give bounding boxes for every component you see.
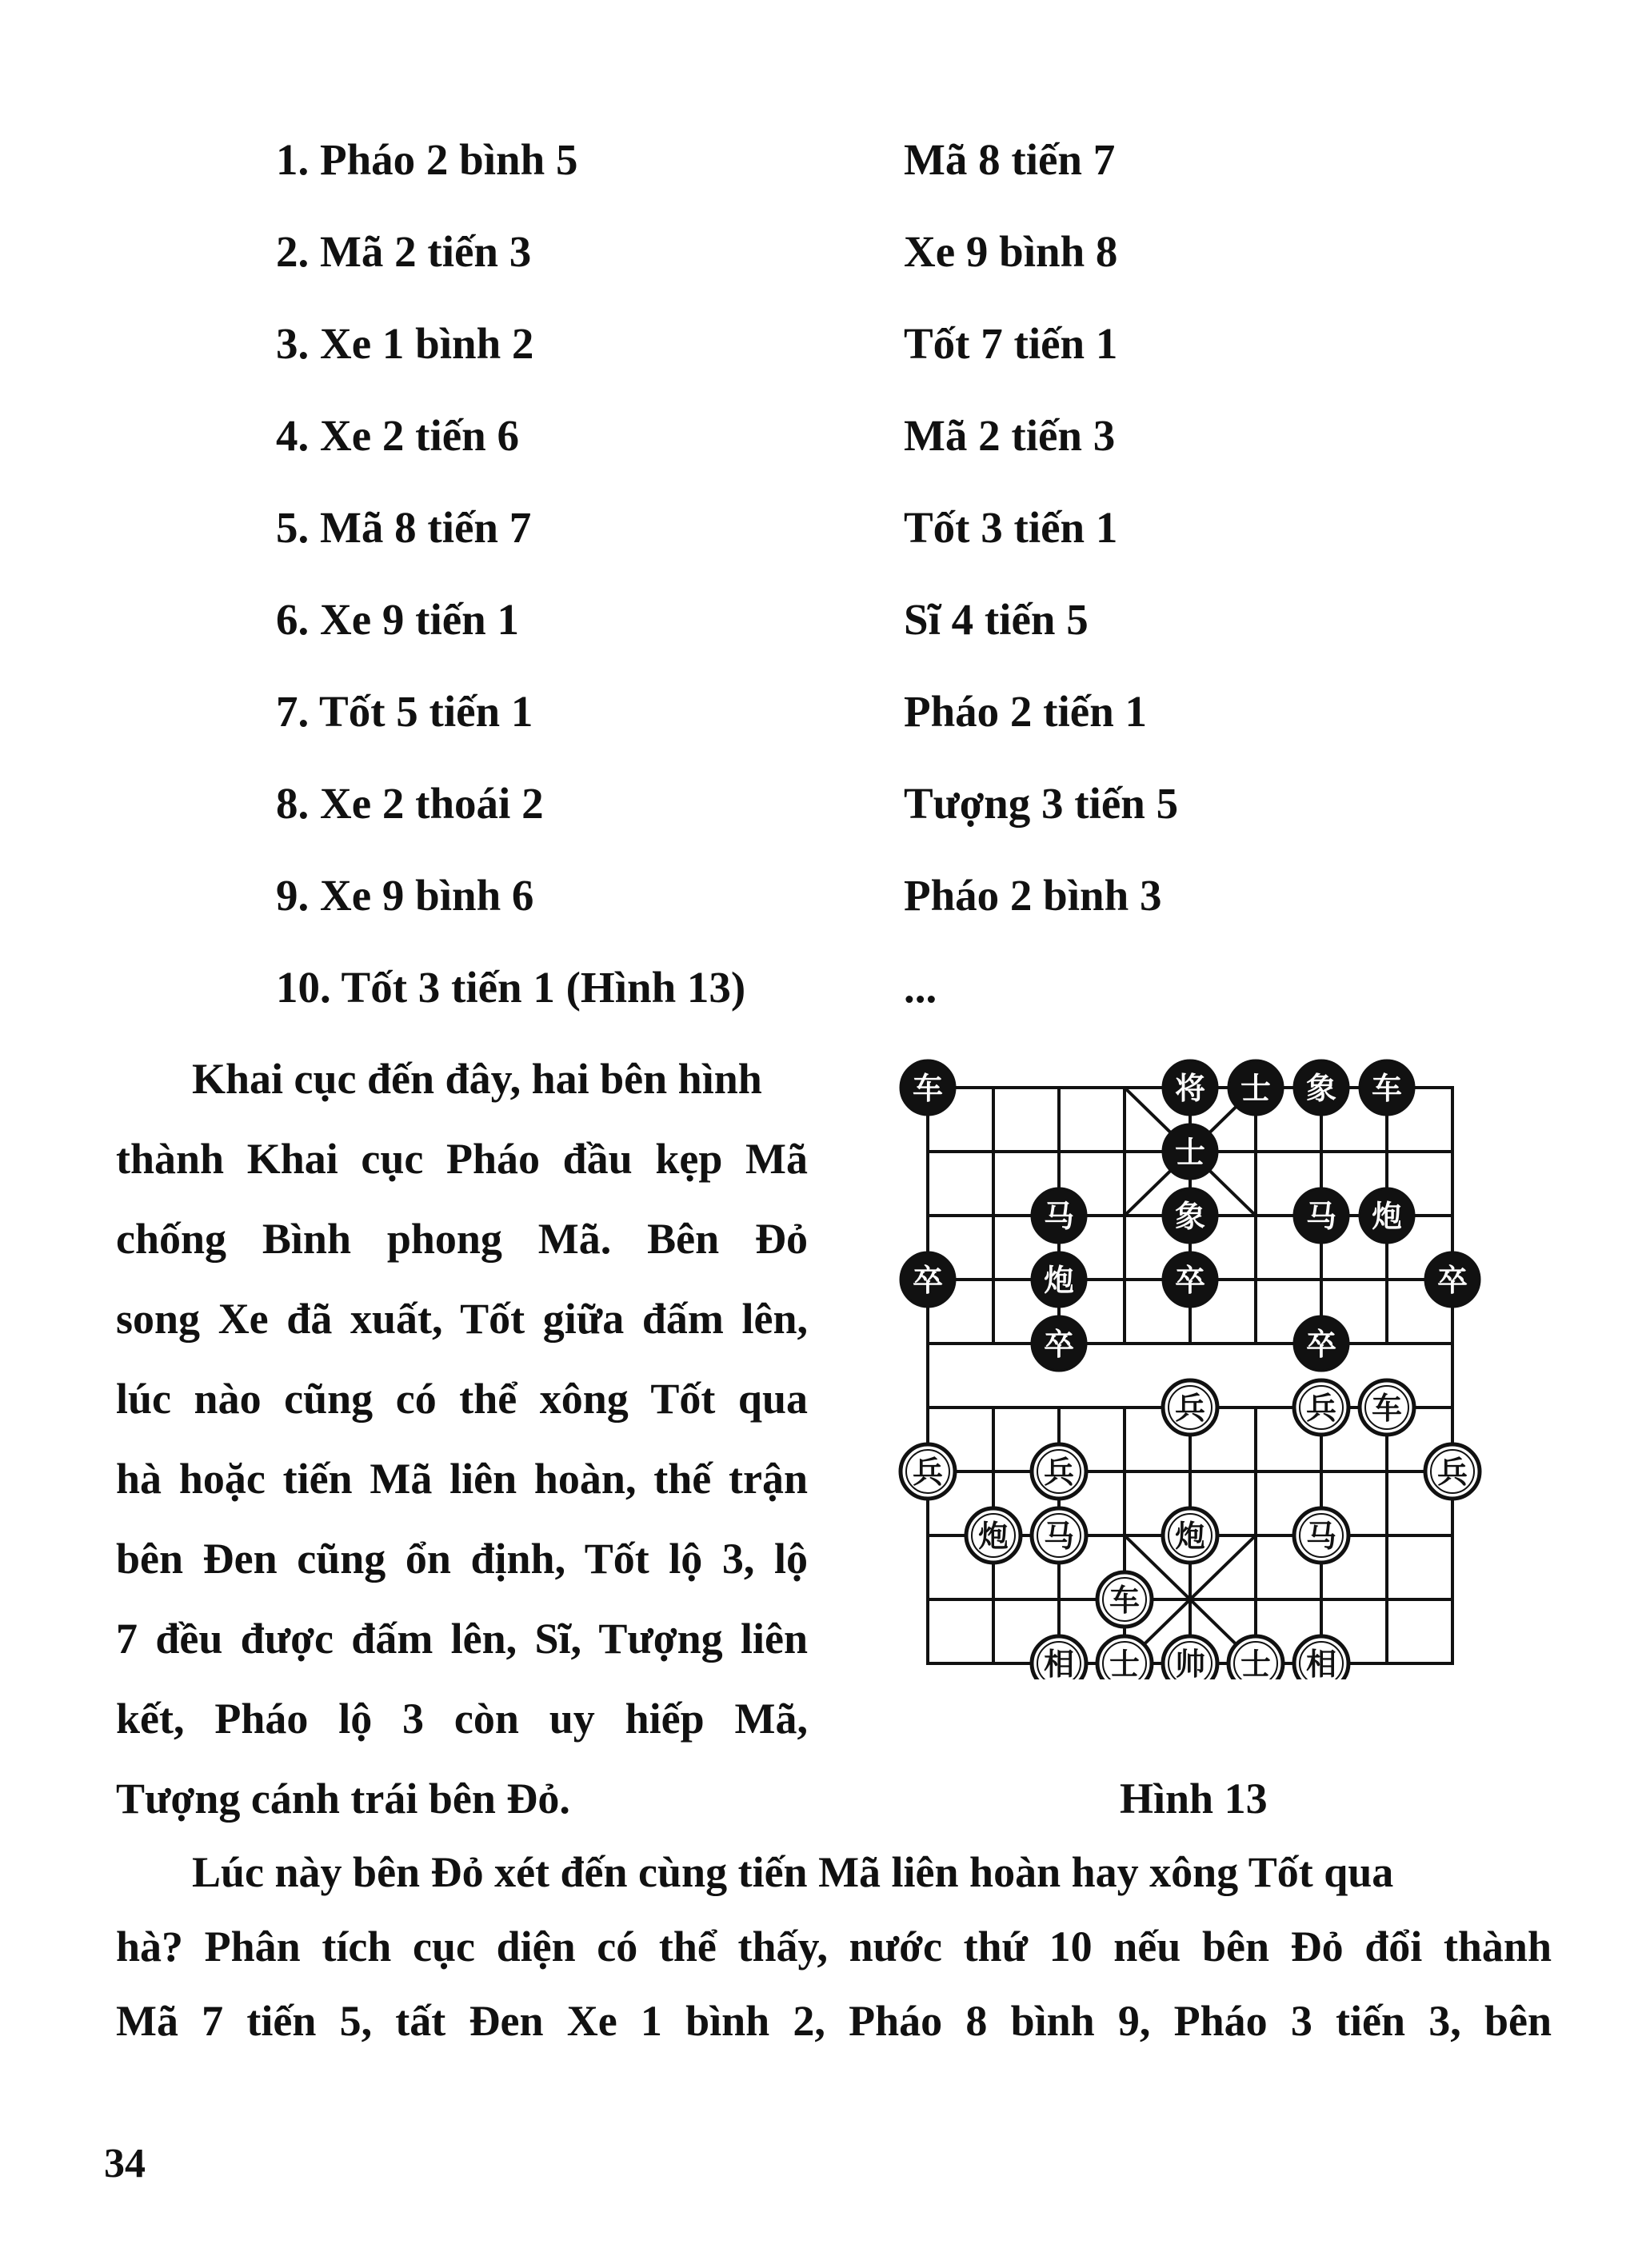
piece-glyph: 士 [1240,1071,1272,1106]
piece-glyph: 炮 [1174,1519,1206,1554]
commentary-line: hà hoặc tiến Mã liên hoàn, thế trận [116,1455,808,1503]
commentary-line: 7 đều được đấm lên, Sĩ, Tượng liên [116,1615,808,1663]
commentary-line: kết, Pháo lộ 3 còn uy hiếp Mã, [116,1695,808,1743]
move-red-2: 2. Mã 2 tiến 3 [276,227,532,276]
move-red-8: 8. Xe 2 thoái 2 [276,779,544,828]
move-red-9: 9. Xe 9 bình 6 [276,871,534,920]
red-piece [1097,1636,1152,1679]
red-piece [1294,1508,1348,1563]
analysis-line: hà? Phân tích cục diện có thể thấy, nước thứ 10 nếu bên Đỏ đổi thành [116,1923,1552,1971]
piece-glyph: 帅 [1174,1647,1206,1679]
black-piece [1032,1316,1086,1371]
move-black-5: Tốt 3 tiến 1 [904,503,1118,552]
commentary-line: lúc nào cũng có thể xông Tốt qua [116,1375,808,1423]
move-red-6: 6. Xe 9 tiến 1 [276,595,519,644]
piece-glyph: 象 [1305,1071,1337,1106]
piece-glyph: 马 [1305,1519,1337,1554]
piece-glyph: 炮 [1371,1199,1403,1234]
move-red-1: 1. Pháo 2 bình 5 [276,135,578,184]
move-black-9: Pháo 2 bình 3 [904,871,1162,920]
piece-glyph: 车 [1371,1391,1403,1426]
piece-glyph: 卒 [1174,1263,1206,1298]
piece-glyph: 相 [1043,1647,1075,1679]
black-piece [1163,1252,1217,1307]
black-piece [1360,1188,1414,1243]
figure-caption: Hình 13 [1120,1775,1268,1823]
black-piece [1294,1316,1348,1371]
move-red-10: 10. Tốt 3 tiến 1 (Hình 13) [276,963,746,1012]
red-piece [1163,1380,1217,1435]
piece-glyph: 卒 [1436,1263,1468,1298]
black-piece [1032,1188,1086,1243]
piece-glyph: 马 [1043,1519,1075,1554]
red-piece [1228,1636,1283,1679]
move-red-7: 7. Tốt 5 tiến 1 [276,687,533,736]
commentary-line: Khai cục đến đây, hai bên hình [192,1055,762,1103]
piece-glyph: 车 [912,1071,944,1106]
move-black-2: Xe 9 bình 8 [904,227,1118,276]
page-number: 34 [104,2141,146,2186]
piece-glyph: 卒 [1305,1327,1337,1362]
red-piece [1097,1572,1152,1627]
black-piece [1163,1060,1217,1115]
red-piece [1360,1380,1414,1435]
black-piece [901,1060,955,1115]
piece-glyph: 象 [1174,1199,1206,1234]
red-piece [1425,1444,1480,1499]
move-black-1: Mã 8 tiến 7 [904,135,1116,184]
black-piece [1425,1252,1480,1307]
piece-glyph: 马 [1305,1199,1337,1234]
piece-glyph: 卒 [1043,1327,1075,1362]
black-piece [1163,1124,1217,1179]
analysis-line: Mã 7 tiến 5, tất Đen Xe 1 bình 2, Pháo 8 bình 9, Pháo 3 tiến 3, bên [116,1997,1552,2045]
red-piece [1032,1636,1086,1679]
move-black-3: Tốt 7 tiến 1 [904,319,1118,368]
commentary-line: bên Đen cũng ổn định, Tốt lộ 3, lộ [116,1535,808,1583]
move-red-4: 4. Xe 2 tiến 6 [276,411,519,460]
piece-glyph: 兵 [1436,1455,1468,1490]
piece-glyph: 兵 [1174,1391,1206,1426]
red-piece [1032,1444,1086,1499]
red-piece [1294,1636,1348,1679]
red-piece [966,1508,1021,1563]
piece-glyph: 士 [1240,1647,1272,1679]
piece-glyph: 士 [1109,1647,1141,1679]
move-black-4: Mã 2 tiến 3 [904,411,1116,460]
move-black-7: Pháo 2 tiến 1 [904,687,1148,736]
commentary-line: Tượng cánh trái bên Đỏ. [116,1775,570,1823]
piece-glyph: 卒 [912,1263,944,1298]
move-black-8: Tượng 3 tiến 5 [904,779,1179,828]
black-piece [1163,1188,1217,1243]
piece-glyph: 马 [1043,1199,1075,1234]
commentary-line: song Xe đã xuất, Tốt giữa đấm lên, [116,1295,808,1343]
piece-glyph: 兵 [912,1455,944,1490]
move-black-10: ... [904,963,937,1012]
xiangqi-board-diagram [888,1048,1496,1679]
analysis-line: Lúc này bên Đỏ xét đến cùng tiến Mã liên hoàn hay xông Tốt qua [192,1848,1394,1896]
red-piece [901,1444,955,1499]
black-piece [1294,1060,1348,1115]
move-red-5: 5. Mã 8 tiến 7 [276,503,532,552]
commentary-line: thành Khai cục Pháo đầu kẹp Mã [116,1135,808,1183]
red-piece [1163,1636,1217,1679]
move-red-3: 3. Xe 1 bình 2 [276,319,534,368]
piece-glyph: 车 [1109,1583,1141,1618]
piece-glyph: 车 [1371,1071,1403,1106]
black-piece [1228,1060,1283,1115]
commentary-line: chống Bình phong Mã. Bên Đỏ [116,1215,808,1263]
piece-glyph: 兵 [1305,1391,1337,1426]
piece-glyph: 将 [1174,1071,1206,1106]
piece-glyph: 炮 [1043,1263,1075,1298]
piece-glyph: 兵 [1043,1455,1075,1490]
black-piece [1294,1188,1348,1243]
black-piece [1032,1252,1086,1307]
piece-glyph: 相 [1305,1647,1337,1679]
piece-glyph: 士 [1174,1135,1206,1170]
black-piece [901,1252,955,1307]
black-piece [1360,1060,1414,1115]
move-black-6: Sĩ 4 tiến 5 [904,595,1089,644]
red-piece [1032,1508,1086,1563]
red-piece [1163,1508,1217,1563]
piece-glyph: 炮 [977,1519,1009,1554]
red-piece [1294,1380,1348,1435]
